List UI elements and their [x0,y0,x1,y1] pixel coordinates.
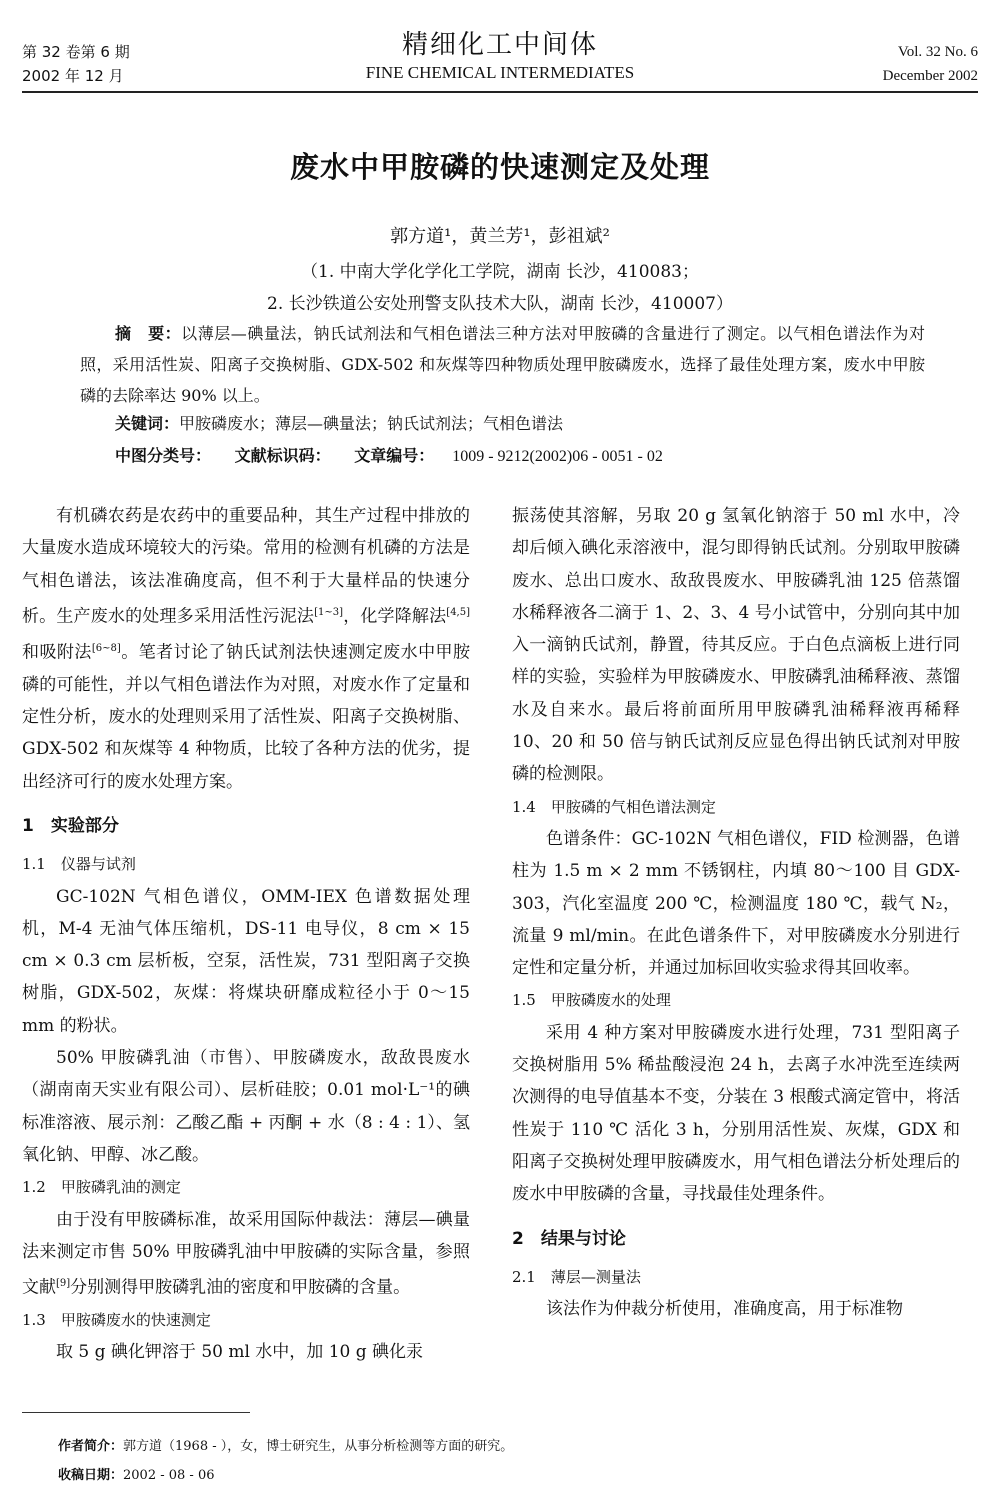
keywords-text: 甲胺磷废水；薄层—碘量法；钠氏试剂法；气相色谱法 [179,414,564,433]
issue-date: 2002 年 12 月 [22,67,124,85]
footnote-divider [22,1412,250,1413]
journal-name-en: FINE CHEMICAL INTERMEDIATES [365,63,635,82]
author-bio [58,1435,513,1454]
clc-label: 中图分类号： [115,446,212,465]
citation: [1~3] [314,606,344,618]
body-paragraph: GC-102N 气相色谱仪，OMM-IEX 色谱数据处理机，M-4 无油气体压缩机，DS-11 电导仪，8 cm × 15 cm × 0.3 cm 层析板，空泵，活性炭，731 型阳离子交换树脂，GDX-502，灰煤：将煤块研靡成粒径小于 0～15 mm 的粉状。 [22,886,470,1036]
author-bio-text: 郭方道（1968 - ），女，博士研究生，从事分析检测等方面的研究。 [123,1439,514,1454]
citation: [6~8] [91,642,121,654]
paper-authors: 郭方道¹，黄兰芳¹，彭祖斌² [390,226,610,247]
journal-name-cn: 精细化工中间体 [401,30,598,60]
journal-header [0,28,1000,84]
doc-code-label: 文献标识码： [234,446,331,465]
article-number: 1009 - 9212(2002)06 - 0051 - 02 [452,448,663,465]
body-text: 分别测得甲胺磷乳油的密度和甲胺磷的含量。 [70,1277,411,1298]
volume-issue-en: Vol. 32 No. 6 [897,44,978,60]
intro-text-c: 和吸附法 [22,642,92,663]
intro-text-d: 。笔者讨论了钠氏试剂法快速测定废水中甲胺磷的可能性，并以气相色谱法作为对照，对废水作了定量和定性分析，废水的处理则采用了活性炭、阳离子交换树脂、GDX-502 和灰煤等 4 种物质，比较了各种方法的优劣，提出经济可行的废水处理方案。 [22,642,471,792]
body-paragraph: 取 5 g 碘化钾溶于 50 ml 水中，加 10 g 碘化汞 [56,1342,424,1363]
received-date [58,1464,215,1483]
received-date-text: 2002 - 08 - 06 [123,1468,215,1483]
abstract [80,318,925,411]
article-number-label: 文章编号： [354,446,435,465]
affiliation-1: （1. 中南大学化学化工学院，湖南 长沙，410083； [301,262,699,282]
body-paragraph: 该法作为仲裁分析使用，准确度高，用于标准物 [546,1299,903,1320]
intro-paragraph [22,500,470,798]
header-divider [22,91,978,93]
body-paragraph: 采用 4 种方案对甲胺磷废水进行处理，731 型阳离子交换树脂用 5% 稀盐酸浸泡 24 h，去离子水冲洗至连续两次测得的电导值基本不变，分装在 3 根酸式滴定管中，将活性炭于 110 ℃ 活化 3 h，分别用活性炭、灰煤，GDX 和阳离子交换树处理甲胺磷废水，用气相色谱法分析处理后的废水中甲胺磷的含量，寻找最佳处理条件。 [512,1022,960,1205]
volume-issue: 第 32 卷第 6 期 [22,43,130,61]
body-paragraph [22,1204,470,1305]
paper-title: 废水中甲胺磷的快速测定及处理 [289,150,710,184]
subsection-heading: 1.4 甲胺磷的气相色谱法测定 [512,797,716,816]
body-paragraph: 振荡使其溶解，另取 20 g 氢氧化钠溶于 50 ml 水中，冷却后倾入碘化汞溶液中，混匀即得钠氏试剂。分别取甲胺磷废水、总出口废水、敌敌畏废水、甲胺磷乳油 125 倍蒸馏水稀释液各二滴于 1、2、3、4 号小试管中，分别向其中加入一滴钠氏试剂，静置，待其反应。于白色点滴板上进行同样的实验，实验样为甲胺磷废水、甲胺磷乳油稀释液、蒸馏水及自来水。最后将前面所用甲胺磷乳油稀释液再稀释 10、20 和 50 倍与钠氏试剂反应显色得出钠氏试剂对甲胺磷的检测限。 [512,506,960,785]
subsection-heading: 1.3 甲胺磷废水的快速测定 [22,1311,211,1330]
author-bio-label: 作者简介： [58,1439,124,1454]
subsection-heading: 1.5 甲胺磷废水的处理 [512,991,671,1010]
abstract-text: 以薄层—碘量法，钠氏试剂法和气相色谱法三种方法对甲胺磷的含量进行了测定。以气相色谱法作为对照，采用活性炭、阳离子交换树脂、GDX-502 和灰煤等四种物质处理甲胺磷废水，选择了最佳处理方案，废水中甲胺磷的去除率达 90% 以上。 [80,324,925,405]
right-column [512,500,960,1325]
subsection-heading: 1.1 仪器与试剂 [22,855,136,874]
abstract-label: 摘 要： [115,324,182,343]
issue-info-en [883,40,978,88]
subsection-heading: 1.2 甲胺磷乳油的测定 [22,1178,181,1197]
subsection-heading: 2.1 薄层—测量法 [512,1267,641,1286]
keywords [115,411,563,434]
section-heading: 2 结果与讨论 [512,1228,626,1249]
received-date-label: 收稿日期： [58,1468,124,1483]
left-column [22,500,470,1369]
body-text: 由于没有甲胺磷标准，故采用国际仲裁法：薄层—碘量法来测定市售 50% 甲胺磷乳油中甲胺磷的实际含量，参照文献 [22,1209,470,1298]
intro-text-b: ，化学降解法 [343,606,447,627]
intro-text-a: 有机磷农药是农药中的重要品种，其生产过程中排放的大量废水造成环境较大的污染。常用的检测有机磷的方法是气相色谱法，该法准确度高，但不利于大量样品的快速分析。生产废水的处理多采用活性污泥法 [22,506,470,627]
section-heading: 1 实验部分 [22,815,119,836]
issue-date-en: December 2002 [882,68,978,84]
citation: [4,5] [446,606,471,618]
keywords-label: 关键词： [115,414,180,433]
citation: [9] [56,1278,71,1290]
affiliation-2: 2. 长沙铁道公安处刑警支队技术大队，湖南 长沙，410007） [267,294,733,314]
body-paragraph: 50% 甲胺磷乳油（市售）、甲胺磷废水，敌敌畏废水（湖南南天实业有限公司）、层析硅胶；0.01 mol·L⁻¹的碘标准溶液、展示剂：乙酸乙酯 + 丙酮 + 水（8 : 4 : 1）、氢氧化钠、甲醇、冰乙酸。 [22,1048,470,1165]
classification-line [115,443,681,466]
body-paragraph: 色谱条件：GC-102N 气相色谱仪，FID 检测器，色谱柱为 1.5 m × 2 mm 不锈钢柱，内填 80～100 目 GDX-303，汽化室温度 200 ℃，检测温度 180 ℃，载气 N₂，流量 9 ml/min。在此色谱条件下，对甲胺磷废水分别进行定性和定量分析，并通过加标回收实验求得其回收率。 [512,828,960,979]
